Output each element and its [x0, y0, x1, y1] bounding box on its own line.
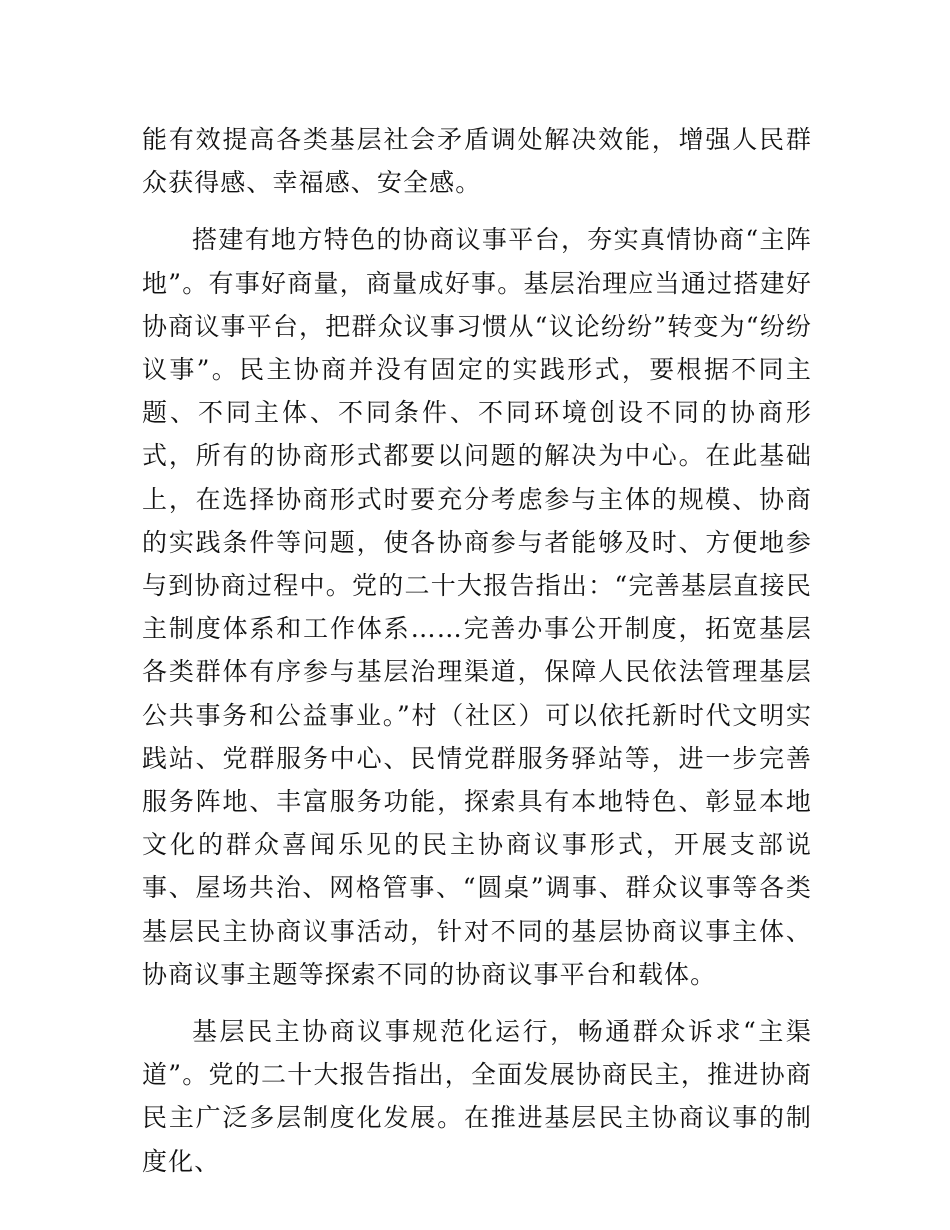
- paragraph-continuation: 能有效提高各类基层社会矛盾调处解决效能，增强人民群众获得感、幸福感、安全感。: [142, 125, 812, 198]
- paragraph-standardized-operation: 基层民主协商议事规范化运行，畅通群众诉求“主渠道”。党的二十大报告指出，全面发展协商民主，推进协商民主广泛多层制度化发展。在推进基层民主协商议事的制度化、: [142, 1017, 812, 1176]
- document-body: [142, 118, 812, 1197]
- paragraph-consultation-platform: 搭建有地方特色的协商议事平台，夯实真情协商“主阵地”。有事好商量，商量成好事。基层治理应当通过搭建好协商议事平台，把群众议事习惯从“议论纷纷”转变为“纷纷议事”。民主协商并没有固定的实践形式，要根据不同主题、不同主体、不同条件、不同环境创设不同的协商形式，所有的协商形式都要以问题的解决为中心。在此基础上，在选择协商形式时要充分考虑参与主体的规模、协商的实践条件等问题，使各协商参与者能够及时、方便地参与到协商过程中。党的二十大报告指出：“完善基层直接民主制度体系和工作体系……完善办事公开制度，拓宽基层各类群体有序参与基层治理渠道，保障人民依法管理基层公共事务和公益事业。”村（社区）可以依托新时代文明实践站、党群服务中心、民情党群服务驿站等，进一步完善服务阵地、丰富服务功能，探索具有本地特色、彰显本地文化的群众喜闻乐见的民主协商议事形式，开展支部说事、屋场共治、网格管事、“圆桌”调事、群众议事等各类基层民主协商议事活动，针对不同的基层协商议事主体、协商议事主题等探索不同的协商议事平台和载体。: [142, 225, 812, 989]
